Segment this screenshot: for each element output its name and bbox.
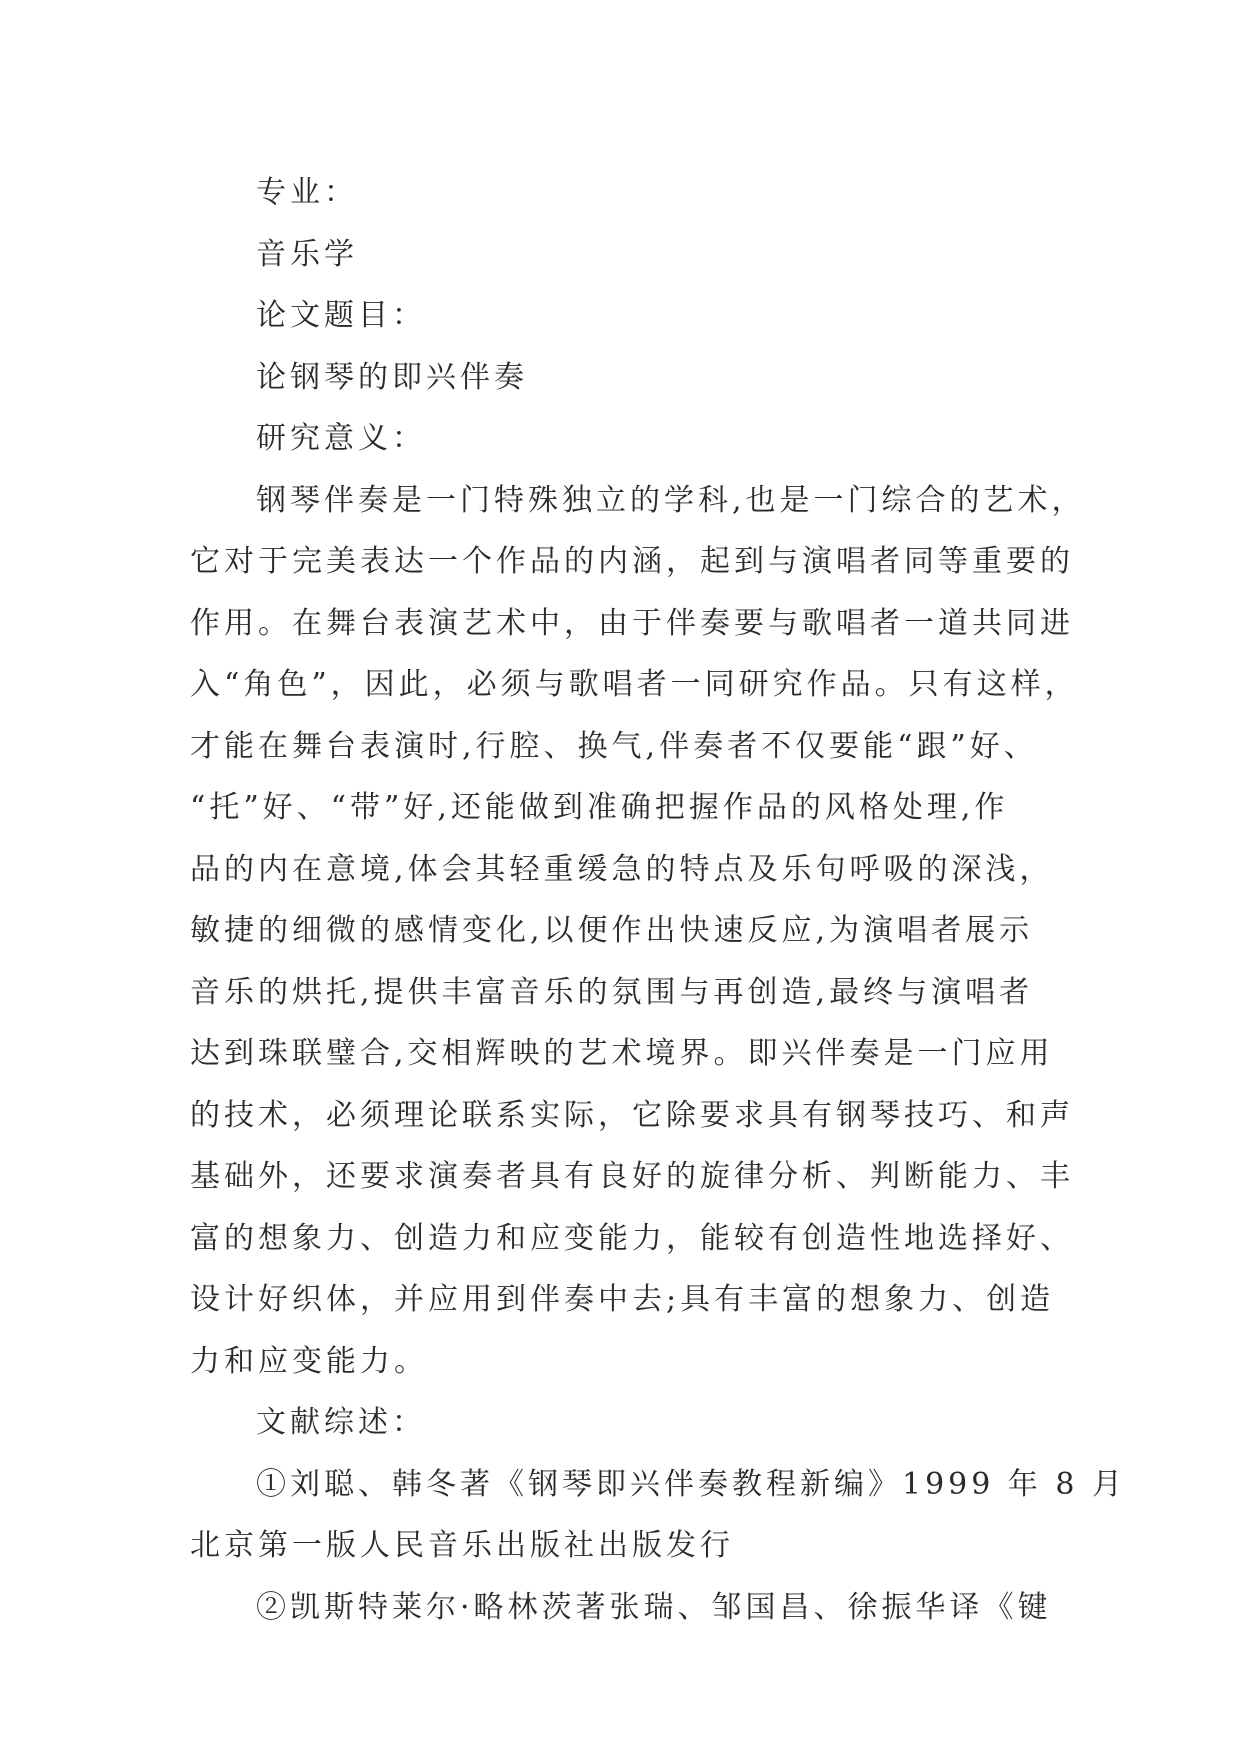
paragraph-line: 钢琴伴奏是一门特殊独立的学科,也是一门综合的艺术，: [256, 482, 1086, 518]
paragraph-line: 品的内在意境,体会其轻重缓急的特点及乐句呼吸的深浅，: [190, 851, 1054, 887]
significance-paragraph: [190, 470, 1086, 1393]
document-body: [190, 162, 1127, 1638]
paragraph-line: “托”好、“带”好,还能做到准确把握作品的风格处理,作: [190, 790, 1009, 825]
reference-line: ②凯斯特莱尔·略林茨著张瑞、邹国昌、徐振华译《键: [256, 1589, 1052, 1625]
reference-line: 北京第一版人民音乐出版社出版发行: [190, 1528, 734, 1563]
major-value: 音乐学: [256, 236, 358, 272]
paragraph-line: 入“角色”，因此，必须与歌唱者一同研究作品。只有这样，: [190, 667, 1079, 702]
paragraph-line: 的技术，必须理论联系实际，它除要求具有钢琴技巧、和声: [190, 1097, 1074, 1133]
thesis-title-value: 论钢琴的即兴伴奏: [256, 359, 528, 395]
paragraph-line: 达到珠联璧合,交相辉映的艺术境界。即兴伴奏是一门应用: [190, 1036, 1054, 1071]
paragraph-line: 它对于完美表达一个作品的内涵，起到与演唱者同等重要的: [190, 544, 1074, 579]
reference-item: [190, 1454, 1127, 1577]
paragraph-line: 力和应变能力。: [190, 1343, 428, 1379]
significance-label: 研究意义：: [256, 421, 426, 456]
paragraph-line: 设计好织体，并应用到伴奏中去;具有丰富的想象力、创造: [190, 1282, 1055, 1317]
paragraph-line: 敏捷的细微的感情变化,以便作出快速反应,为演唱者展示: [190, 913, 1034, 948]
paragraph-line: 音乐的烘托,提供丰富音乐的氛围与再创造,最终与演唱者: [190, 974, 1034, 1010]
paragraph-line: 才能在舞台表演时,行腔、换气,伴奏者不仅要能“跟”好、: [190, 728, 1038, 764]
reference-item: [190, 1577, 1056, 1639]
paragraph-line: 基础外，还要求演奏者具有良好的旋律分析、判断能力、丰: [190, 1159, 1074, 1194]
literature-review-label: 文献综述：: [256, 1405, 426, 1440]
paragraph-line: 富的想象力、创造力和应变能力，能较有创造性地选择好、: [190, 1220, 1074, 1256]
major-label: 专业：: [256, 175, 358, 210]
thesis-title-label: 论文题目：: [256, 298, 426, 333]
paragraph-line: 作用。在舞台表演艺术中，由于伴奏要与歌唱者一道共同进: [190, 605, 1074, 641]
reference-line: ①刘聪、韩冬著《钢琴即兴伴奏教程新编》1999 年 8 月: [256, 1466, 1127, 1502]
